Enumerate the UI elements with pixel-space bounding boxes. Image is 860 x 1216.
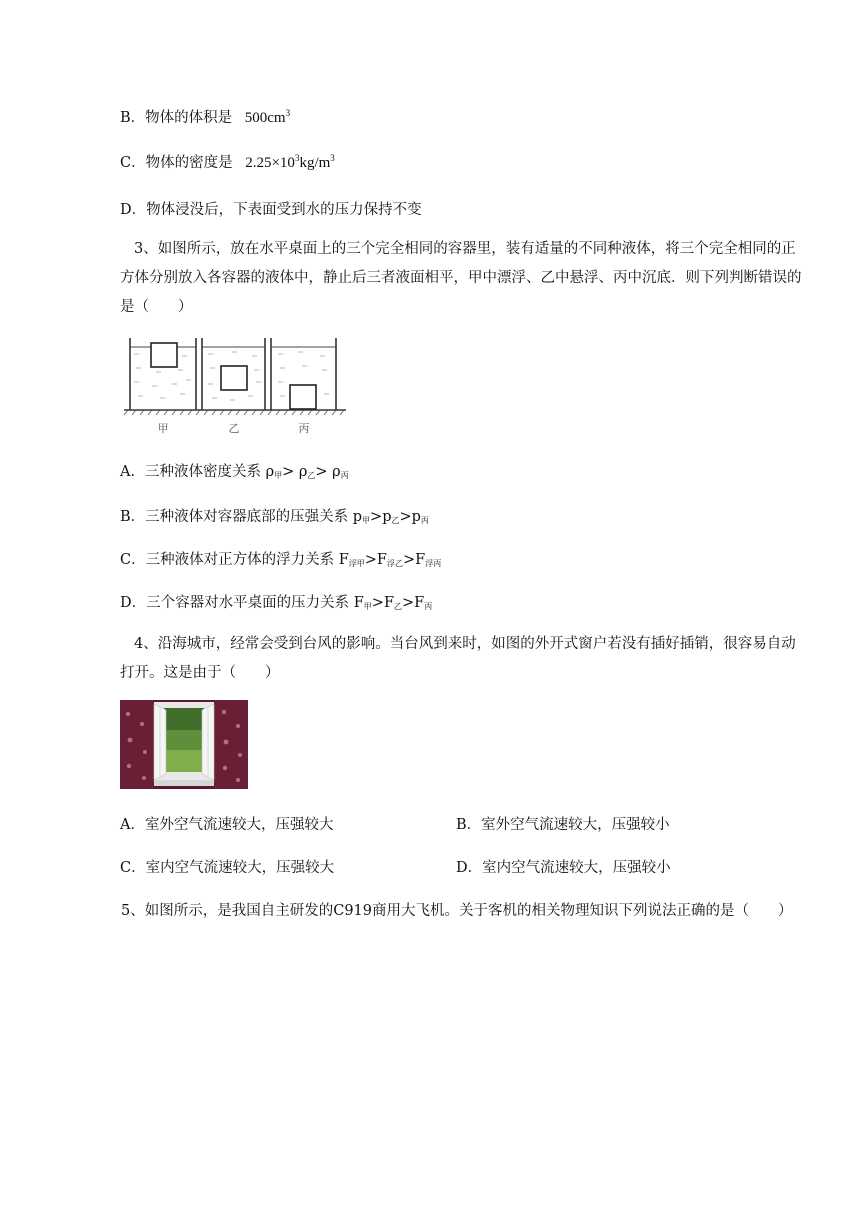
cube-sunk xyxy=(290,385,316,409)
q3-option-b xyxy=(120,505,429,526)
label-yi: 乙 xyxy=(228,422,240,435)
option-text: A．三种液体密度关系 ρ xyxy=(120,464,275,480)
q4-option-c: C．室内空气流速较大，压强较大 xyxy=(120,860,335,876)
relation: > ρ xyxy=(315,464,341,480)
unit: kg/m xyxy=(299,155,331,171)
relation: >F xyxy=(402,552,426,568)
subscript: 浮甲 xyxy=(348,559,365,568)
subscript: 丙 xyxy=(424,602,433,611)
relation: >p xyxy=(370,509,392,525)
subscript: 甲 xyxy=(362,516,371,525)
relation: >F xyxy=(402,595,425,611)
q3-option-a xyxy=(120,460,349,481)
q4-option-a: A．室外空气流速较大，压强较大 xyxy=(120,817,334,833)
unit-exponent: 3 xyxy=(330,153,335,163)
option-text: C．物体的密度是 xyxy=(120,155,233,171)
exponent: 3 xyxy=(294,153,300,163)
subscript: 丙 xyxy=(340,471,349,480)
relation: > ρ xyxy=(282,464,308,480)
value: 500cm xyxy=(244,110,286,126)
volume-value xyxy=(245,110,290,126)
option-text: C．三种液体对正方体的浮力关系 F xyxy=(120,552,349,568)
q2-option-b xyxy=(120,106,290,127)
density-value xyxy=(245,155,335,171)
cube-floating xyxy=(151,343,177,367)
option-text: B．物体的体积是 xyxy=(120,110,233,126)
q4-option-d: D．室内空气流速较大，压强较小 xyxy=(456,860,671,876)
q3-option-d xyxy=(120,591,432,612)
q3-option-c xyxy=(120,548,441,569)
q3-stem: 3、如图所示，放在水平桌面上的三个完全相同的容器里，装有适量的不同种液体，将三个完全相同的正方体分别放入各容器的液体中，静止后三者液面相平，甲中漂浮、乙中悬浮、丙中沉底．则下列判断错误的是（ ） xyxy=(120,241,802,315)
relation: >F xyxy=(364,552,387,568)
option-text: B．三种液体对容器底部的压强关系 p xyxy=(120,509,363,525)
subscript: 乙 xyxy=(394,602,403,611)
three-containers-figure xyxy=(122,338,348,438)
option-text: D．三个容器对水平桌面的压力关系 F xyxy=(120,595,364,611)
q4-stem: 4、沿海城市，经常会受到台风的影响。当台风到来时，如图的外开式窗户若没有插好插销，很容易自动打开。这是由于（ ） xyxy=(120,636,796,681)
subscript: 乙 xyxy=(391,516,400,525)
relation: >F xyxy=(371,595,395,611)
subscript: 甲 xyxy=(274,471,283,480)
subscript: 甲 xyxy=(363,602,372,611)
curtain-right xyxy=(214,700,248,789)
value: 2.25×10 xyxy=(245,155,295,171)
curtain-left xyxy=(120,700,154,789)
window-sill xyxy=(154,780,214,786)
table-hatching xyxy=(124,410,344,415)
subscript: 乙 xyxy=(307,471,316,480)
q2-option-c xyxy=(120,151,335,172)
subscript: 浮丙 xyxy=(425,559,442,568)
q5-stem: 5、如图所示，是我国自主研发的C919商用大飞机。关于客机的相关物理知识下列说法正确的是（ ） xyxy=(121,903,793,919)
open-window-photo xyxy=(120,700,248,789)
q2-option-d: D．物体浸没后，下表面受到水的压力保持不变 xyxy=(120,202,422,218)
subscript: 浮乙 xyxy=(386,559,403,568)
subscript: 丙 xyxy=(420,516,429,525)
label-bing: 丙 xyxy=(298,422,310,435)
label-jia: 甲 xyxy=(157,422,169,435)
q4-option-b: B．室外空气流速较大，压强较小 xyxy=(456,817,670,833)
cube-suspended xyxy=(221,366,247,390)
relation: >p xyxy=(399,509,421,525)
exponent: 3 xyxy=(285,108,291,118)
